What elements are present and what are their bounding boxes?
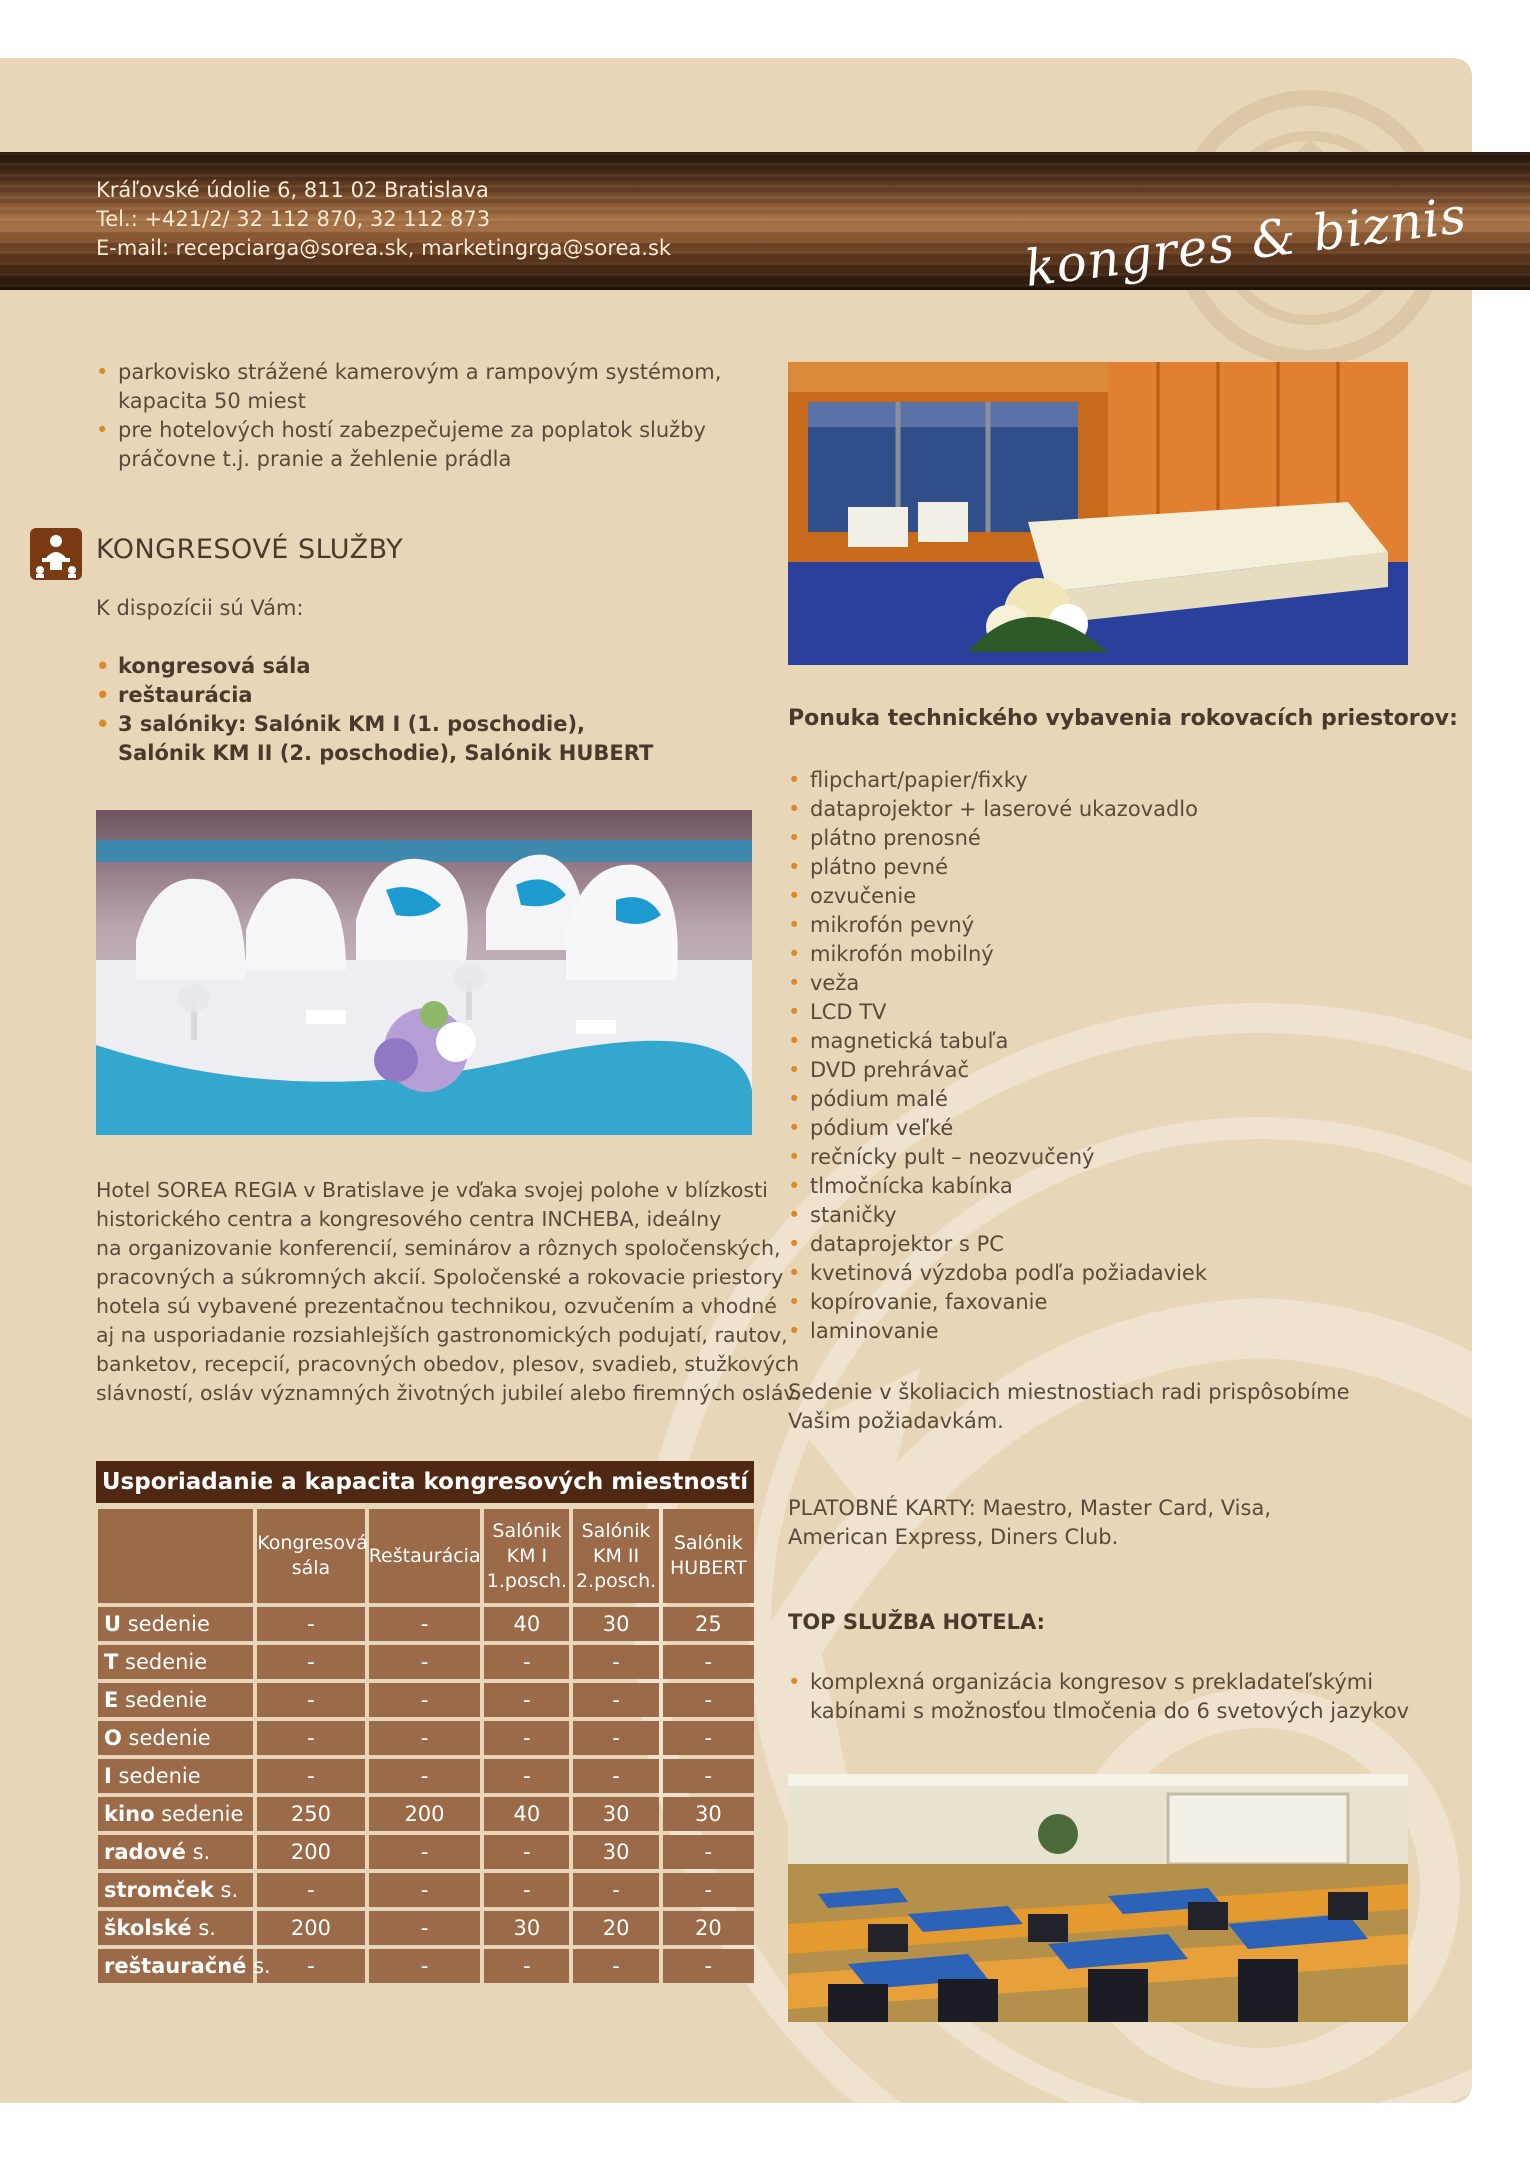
table-cell: - [573,1645,658,1679]
list-item: • kongresová sála [96,652,736,681]
list-item: • mikrofón pevný [788,911,1428,940]
top-service-title: TOP SLUŽBA HOTELA: [788,1610,1046,1634]
list-item: • kvetinová výzdoba podľa požiadaviek [788,1259,1428,1288]
table-cell: - [369,1949,481,1983]
list-item: • pódium veľké [788,1114,1428,1143]
table-row [98,1873,754,1907]
list-item: • plátno pevné [788,853,1428,882]
list-item: • rečnícky pult – neozvučený [788,1143,1428,1172]
table-cell: - [369,1911,481,1945]
table-cell: - [573,1949,658,1983]
table-row [98,1759,754,1793]
table-cell: - [369,1683,481,1717]
table-cell: - [573,1683,658,1717]
list-item: • kopírovanie, faxovanie [788,1288,1428,1317]
table-cell: 30 [484,1911,569,1945]
row-label: T sedenie [98,1645,253,1679]
table-cell: - [663,1721,754,1755]
row-label: O sedenie [98,1721,253,1755]
top-service-list [788,1668,1448,1726]
column-header: Reštaurácia [369,1509,481,1603]
table-cell: 40 [484,1607,569,1641]
table-cell: - [663,1835,754,1869]
table-corner-cell [98,1509,253,1603]
equipment-title: Ponuka technického vybavenia rokovacích priestorov: [788,706,1458,731]
table-row [98,1721,754,1755]
equipment-list [788,766,1428,1346]
table-cell: - [663,1949,754,1983]
table-row [98,1607,754,1641]
table-cell: - [573,1873,658,1907]
conference-hall-photo [788,362,1408,665]
top-bullet-list [96,358,736,474]
table-cell: - [369,1645,481,1679]
table-row [98,1949,754,1983]
hotel-description: Hotel SOREA REGIA v Bratislave je vďaka svojej polohe v blízkosti historického centra a kongresového centra INCHEBA, ideálny na organizovanie konferencií, seminárov a rôznych spoločenských, pracovných a súkromných akcií. Spoločenské a rokovacie priestory hotela sú vybavené prezentačnou technikou, ozvučením a vhodné aj na usporiadanie rozsiahlejších gastronomických podujatí, rautov, banketov, recepcií, pracovných obedov, plesov, svadieb, stužkových slávností, osláv významných životných jubileí alebo firemných osláv. [96,1178,801,1405]
table-row [98,1911,754,1945]
table-cell: - [663,1683,754,1717]
list-item: • plátno prenosné [788,824,1428,853]
table-cell: - [484,1759,569,1793]
list-item: • reštaurácia [96,681,736,710]
list-item: • veža [788,969,1428,998]
list-item: • laminovanie [788,1317,1428,1346]
table-cell: - [369,1873,481,1907]
row-label: U sedenie [98,1607,253,1641]
list-item: • komplexná organizácia kongresov s prekladateľskými kabínami s možnosťou tlmočenia do 6 svetových jazykov [788,1668,1448,1726]
table-cell: - [484,1835,569,1869]
row-label: školské s. [98,1911,253,1945]
conference-speaker-icon [30,528,82,580]
table-row [98,1683,754,1717]
table-cell: - [369,1759,481,1793]
table-cell: - [573,1721,658,1755]
row-label: radové s. [98,1835,253,1869]
column-header: Salónik KM I 1.posch. [484,1509,569,1603]
table-cell: - [369,1607,481,1641]
email-line: E-mail: recepciarga@sorea.sk, marketingrga@sorea.sk [96,236,672,260]
table-cell: - [484,1645,569,1679]
payment-cards: PLATOBNÉ KARTY: Maestro, Master Card, Visa, American Express, Diners Club. [788,1496,1271,1549]
capacity-table-title: Usporiadanie a kapacita kongresových miestností [96,1461,754,1503]
row-label: kino sedenie [98,1797,253,1831]
table-cell: 40 [484,1797,569,1831]
address-line: Kráľovské údolie 6, 811 02 Bratislava [96,178,489,202]
table-cell: - [484,1949,569,1983]
phone-line: Tel.: +421/2/ 32 112 870, 32 112 873 [96,207,491,231]
list-item: • tlmočnícka kabínka [788,1172,1428,1201]
table-cell: - [369,1721,481,1755]
table-cell: - [257,1759,365,1793]
table-cell: 30 [573,1607,658,1641]
table-cell: - [663,1873,754,1907]
list-item: • pódium malé [788,1085,1428,1114]
table-cell: - [257,1683,365,1717]
services-list [96,652,736,768]
list-item: • dataprojektor + laserové ukazovadlo [788,795,1428,824]
table-cell: - [257,1873,365,1907]
table-cell: 200 [257,1911,365,1945]
table-cell: - [484,1721,569,1755]
list-item: • DVD prehrávač [788,1056,1428,1085]
tagline: kongres & biznis [1021,186,1470,298]
table-row [98,1645,754,1679]
banquet-photo [96,810,752,1135]
table-cell: - [257,1607,365,1641]
table-cell: - [257,1645,365,1679]
list-item: • parkovisko strážené kamerovým a rampovým systémom, kapacita 50 miest [96,358,736,416]
list-item: • flipchart/papier/fixky [788,766,1428,795]
table-cell: - [369,1835,481,1869]
row-label: E sedenie [98,1683,253,1717]
contact-block [96,176,671,263]
table-cell: 20 [573,1911,658,1945]
row-label: stromček s. [98,1873,253,1907]
table-cell: 250 [257,1797,365,1831]
table-cell: - [484,1873,569,1907]
table-row [98,1797,754,1831]
table-cell: - [663,1645,754,1679]
table-cell: 30 [573,1797,658,1831]
list-item: • ozvučenie [788,882,1428,911]
column-header: Salónik HUBERT [663,1509,754,1603]
intro-text: K dispozícii sú Vám: [96,596,304,620]
table-cell: 200 [369,1797,481,1831]
table-cell: - [257,1721,365,1755]
classroom-photo [788,1774,1408,2022]
table-cell: 25 [663,1607,754,1641]
table-cell: - [257,1949,365,1983]
capacity-table [94,1505,758,1987]
table-cell: 20 [663,1911,754,1945]
section-title: KONGRESOVÉ SLUŽBY [96,534,404,565]
list-item: • pre hotelových hostí zabezpečujeme za poplatok služby práčovne t.j. pranie a žehlenie prádla [96,416,736,474]
column-header: Salónik KM II 2.posch. [573,1509,658,1603]
row-label: I sedenie [98,1759,253,1793]
table-cell: - [663,1759,754,1793]
table-cell: 30 [663,1797,754,1831]
list-item: • LCD TV [788,998,1428,1027]
table-header-row [98,1509,754,1603]
table-cell: - [573,1759,658,1793]
list-item: • staničky [788,1201,1428,1230]
row-label: reštauračné s. [98,1949,253,1983]
table-cell: - [484,1683,569,1717]
seating-note: Sedenie v školiacich miestnostiach radi prispôsobíme Vašim požiadavkám. [788,1380,1350,1433]
list-item: • magnetická tabuľa [788,1027,1428,1056]
table-row [98,1835,754,1869]
list-item: • dataprojektor s PC [788,1230,1428,1259]
list-item: • mikrofón mobilný [788,940,1428,969]
table-cell: 30 [573,1835,658,1869]
list-item: • 3 salóniky: Salónik KM I (1. poschodie), Salónik KM II (2. poschodie), Salónik HUBERT [96,710,736,768]
table-cell: 200 [257,1835,365,1869]
column-header: Kongresová sála [257,1509,365,1603]
header-banner [0,152,1530,298]
